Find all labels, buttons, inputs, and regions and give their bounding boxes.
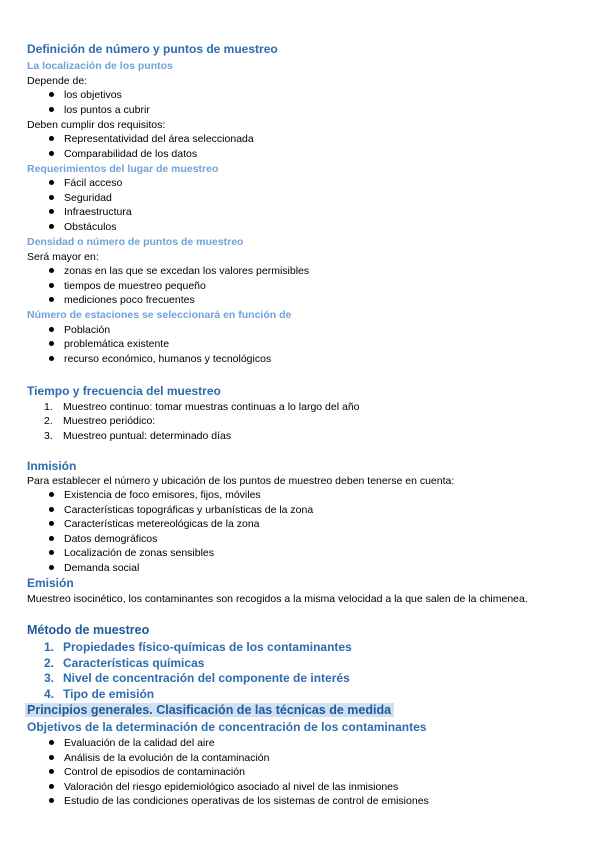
requisitos-label: Deben cumplir dos requisitos: [27, 119, 166, 131]
bullet-icon [49, 356, 54, 361]
numbered-item: 2. Muestreo periódico: [44, 415, 156, 427]
list-item: los objetivos [49, 89, 122, 101]
densidad-label: Será mayor en: [27, 251, 99, 263]
list-item: los puntos a cubrir [49, 104, 150, 116]
numbered-item: 3. Muestreo puntual: determinado días [44, 430, 232, 442]
bullet-icon [49, 195, 54, 200]
depende-label: Depende de: [27, 75, 88, 87]
highlighted-title: Principios generales. Clasificación de las técnicas de medida [25, 703, 394, 717]
numbered-item: 1. Muestreo continuo: tomar muestras continuas a lo largo del año [44, 401, 360, 413]
inmision-intro: Para establecer el número y ubicación de los puntos de muestreo deben tenerse en cuenta: [27, 475, 455, 487]
list-item: Infraestructura [49, 206, 132, 218]
list-item: problemática existente [49, 338, 169, 350]
list-item: Comparabilidad de los datos [49, 148, 197, 160]
list-item: Características metereológicas de la zona [49, 518, 260, 530]
bullet-icon [49, 180, 54, 185]
list-item: Fácil acceso [49, 177, 122, 189]
subheading-objetivos: Objetivos de la determinación de concentración de los contaminantes [27, 720, 427, 734]
bullet-icon [49, 565, 54, 570]
bullet-icon [49, 92, 54, 97]
list-item: Obstáculos [49, 221, 117, 233]
bullet-icon [49, 136, 54, 141]
list-item: Estudio de las condiciones operativas de los sistemas de control de emisiones [49, 795, 429, 807]
bullet-icon [49, 283, 54, 288]
list-item: Control de episodios de contaminación [49, 766, 245, 778]
bullet-icon [49, 492, 54, 497]
list-item: Seguridad [49, 192, 112, 204]
bullet-icon [49, 107, 54, 112]
subheading-localizacion: La localización de los puntos [27, 60, 173, 72]
section-title-tiempo: Tiempo y frecuencia del muestreo [27, 384, 221, 398]
list-item: Evaluación de la calidad del aire [49, 737, 215, 749]
list-item: Análisis de la evolución de la contaminación [49, 752, 269, 764]
list-item: recurso económico, humanos y tecnológicos [49, 353, 271, 365]
list-item: Población [49, 324, 110, 336]
section-title-definicion: Definición de número y puntos de muestreo [27, 42, 278, 56]
list-item: zonas en las que se excedan los valores permisibles [49, 265, 309, 277]
bullet-icon [49, 209, 54, 214]
numbered-item: 3. Nivel de concentración del componente de interés [44, 671, 350, 685]
list-item: Demanda social [49, 562, 139, 574]
section-title-emision: Emisión [27, 576, 74, 590]
bullet-icon [49, 798, 54, 803]
emision-text: Muestreo isocinético, los contaminantes son recogidos a la misma velocidad a la que salen de la chimenea. [27, 593, 528, 605]
bullet-icon [49, 297, 54, 302]
bullet-icon [49, 536, 54, 541]
list-item: Existencia de foco emisores, fijos, móviles [49, 489, 261, 501]
section-title-metodo: Método de muestreo [27, 623, 150, 637]
section-title-inmision: Inmisión [27, 459, 77, 473]
list-item: Datos demográficos [49, 533, 157, 545]
bullet-icon [49, 740, 54, 745]
bullet-icon [49, 224, 54, 229]
list-item: Representatividad del área seleccionada [49, 133, 254, 145]
subheading-densidad: Densidad o número de puntos de muestreo [27, 236, 244, 248]
numbered-item: 2. Características químicas [44, 656, 205, 670]
list-item: Localización de zonas sensibles [49, 547, 214, 559]
bullet-icon [49, 341, 54, 346]
list-item: Características topográficas y urbanísticas de la zona [49, 504, 313, 516]
numbered-item: 1. Propiedades físico-químicas de los contaminantes [44, 640, 352, 654]
section-title-principios [27, 703, 394, 717]
subheading-estaciones: Número de estaciones se seleccionará en función de [27, 309, 292, 321]
list-item: tiempos de muestreo pequeño [49, 280, 206, 292]
list-item: mediciones poco frecuentes [49, 294, 195, 306]
bullet-icon [49, 521, 54, 526]
list-item: Valoración del riesgo epidemiológico asociado al nivel de las inmisiones [49, 781, 398, 793]
bullet-icon [49, 755, 54, 760]
subheading-requerimientos: Requerimientos del lugar de muestreo [27, 163, 219, 175]
bullet-icon [49, 769, 54, 774]
bullet-icon [49, 268, 54, 273]
bullet-icon [49, 784, 54, 789]
bullet-icon [49, 507, 54, 512]
bullet-icon [49, 151, 54, 156]
bullet-icon [49, 327, 54, 332]
numbered-item: 4. Tipo de emisión [44, 687, 155, 701]
bullet-icon [49, 550, 54, 555]
